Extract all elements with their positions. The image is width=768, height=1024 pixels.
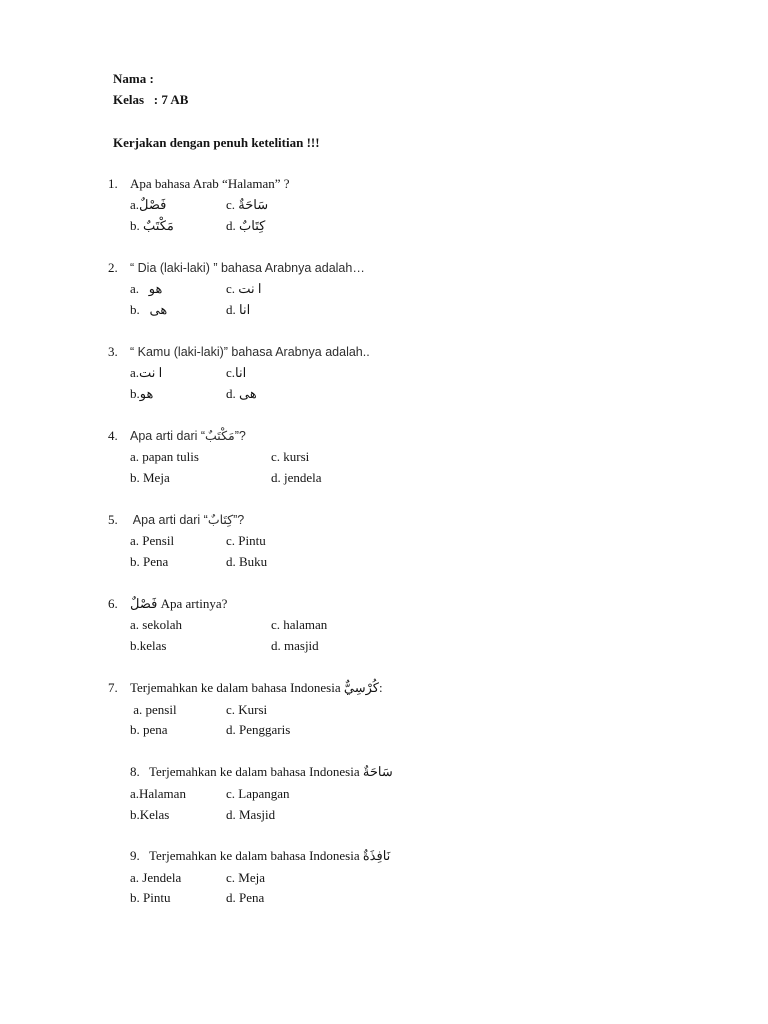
option-c: c. kursi [271,449,310,464]
option-b: b. هى [130,302,168,317]
question-text: فَصْلٌ Apa artinya? [130,596,228,611]
option-b: b. pena [130,722,168,737]
question-number: 2. [108,260,118,275]
question-text: Apa bahasa Arab “Halaman” ? [130,176,290,191]
option-a: a. هو [130,281,163,296]
option-c: c. سَاحَةٌ [226,197,269,212]
option-b: b.kelas [130,638,167,653]
question-number: 3. [108,344,118,359]
question-text: Terjemahkan ke dalam bahasa Indonesia سَاحَةٌ [149,764,393,779]
option-a: a. Jendela [130,870,182,885]
option-d: d. هى [226,386,257,401]
question-number: 1. [108,176,118,191]
question-number: 6. [108,596,118,611]
option-a: a. pensil [130,702,177,717]
option-a: a.ا نت [130,365,163,380]
instruction-text: Kerjakan dengan penuh ketelitian !!! [113,135,320,150]
question-text: Apa arti dari “كِتَابٌ”? [130,513,245,527]
question-number: 8. [130,764,140,779]
question-number: 5. [108,512,118,527]
option-d: d. masjid [271,638,319,653]
option-c: c. Lapangan [226,786,290,801]
option-a: a.Halaman [130,786,186,801]
option-c: c. Pintu [226,533,266,548]
option-d: d. كِتَابٌ [226,218,266,233]
question-text: Terjemahkan ke dalam bahasa Indonesia كُرْسِيٌّ: [130,680,383,695]
option-c: c. ا نت [226,281,262,296]
question-number: 9. [130,848,140,863]
question-number: 7. [108,680,118,695]
option-b: b.هو [130,386,154,401]
option-b: b. Pintu [130,890,171,905]
option-d: d. Penggaris [226,722,291,737]
option-c: c. Meja [226,870,265,885]
option-a: a.فَصْلٌ [130,197,167,212]
student-name-label: Nama : [113,71,154,86]
question-text: “ Dia (laki-laki) ” bahasa Arabnya adalah… [130,261,365,275]
option-c: c.انا [226,365,247,380]
option-b: b. Pena [130,554,169,569]
option-d: d. Buku [226,554,268,569]
option-a: a. Pensil [130,533,175,548]
question-text: Apa arti dari “مَكْتَبٌ”? [130,429,246,443]
option-d: d. jendela [271,470,322,485]
option-c: c. Kursi [226,702,268,717]
option-d: d. Pena [226,890,265,905]
question-number: 4. [108,428,118,443]
option-d: d. انا [226,302,251,317]
option-b: b. Meja [130,470,170,485]
option-a: a. sekolah [130,617,182,632]
question-text: Terjemahkan ke dalam bahasa Indonesia نَافِذَةٌ [149,848,391,863]
option-c: c. halaman [271,617,328,632]
option-b: b.Kelas [130,807,170,822]
question-text: “ Kamu (laki-laki)” bahasa Arabnya adalah.. [130,345,370,359]
option-b: b. مَكْتَبٌ [130,218,174,233]
class-label: Kelas : 7 AB [113,92,189,107]
option-a: a. papan tulis [130,449,199,464]
option-d: d. Masjid [226,807,276,822]
